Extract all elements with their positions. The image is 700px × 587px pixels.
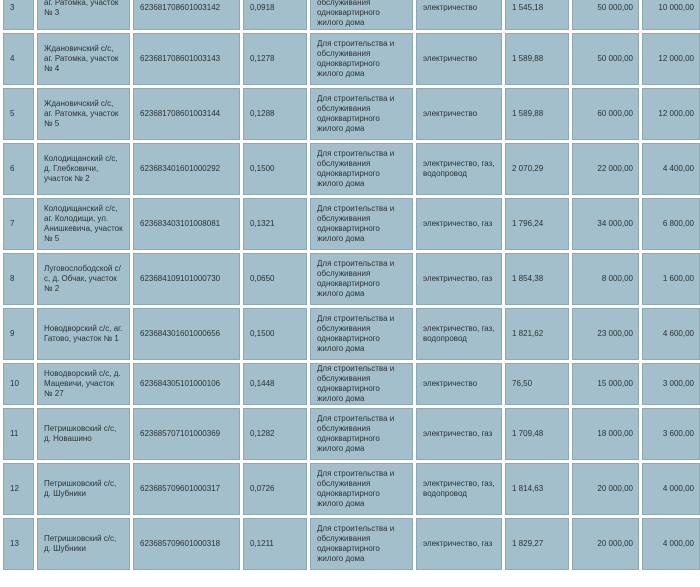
cell-location: Новодворский с/с, д. Мацевичи, участок № 27 xyxy=(37,363,130,405)
cell-number: 8 xyxy=(3,253,34,305)
cell-cost: 1 821,62 xyxy=(505,308,569,360)
cell-cadastral-number: 623684301601000656 xyxy=(133,308,240,360)
table-row xyxy=(3,143,700,195)
cell-cadastral-number: 623683401601000292 xyxy=(133,143,240,195)
cell-purpose: Для строительства и обслуживания одноквартирного жилого дома xyxy=(310,518,413,570)
cell-cost: 1 545,18 xyxy=(505,0,569,30)
cell-deposit: 10 000,00 xyxy=(642,0,700,30)
cell-utilities: электричество, газ xyxy=(416,518,502,570)
cell-location: Петришковский с/с, д. Шубники xyxy=(37,518,130,570)
cell-deposit: 1 600,00 xyxy=(642,253,700,305)
cell-cost: 1 709,48 xyxy=(505,408,569,460)
table-row xyxy=(3,463,700,515)
cell-number: 4 xyxy=(3,33,34,85)
cell-deposit: 3 000,00 xyxy=(642,363,700,405)
cell-cost: 1 854,38 xyxy=(505,253,569,305)
cell-location: Ждановичский с/с, аг. Ратомка, участок № 4 xyxy=(37,33,130,85)
cell-deposit: 3 600,00 xyxy=(642,408,700,460)
cell-area: 0,1288 xyxy=(243,88,307,140)
cell-deposit: 4 600,00 xyxy=(642,308,700,360)
cell-purpose: Для строительства и обслуживания одноквартирного жилого дома xyxy=(310,33,413,85)
table-row xyxy=(3,408,700,460)
cell-deposit: 4 000,00 xyxy=(642,518,700,570)
cell-area: 0,0650 xyxy=(243,253,307,305)
cell-area: 0,1500 xyxy=(243,143,307,195)
cell-cost: 1 829,27 xyxy=(505,518,569,570)
cell-area: 0,1448 xyxy=(243,363,307,405)
cell-location: Колодищанский с/с, д. Глебковичи, участок № 2 xyxy=(37,143,130,195)
cell-utilities: электричество xyxy=(416,33,502,85)
cell-purpose: Для строительства и обслуживания одноквартирного жилого дома xyxy=(310,88,413,140)
table-row xyxy=(3,33,700,85)
cell-number: 9 xyxy=(3,308,34,360)
cell-purpose: Для строительства и обслуживания одноквартирного жилого дома xyxy=(310,363,413,405)
table-body xyxy=(3,0,700,570)
cell-number: 7 xyxy=(3,198,34,250)
cell-starting-price: 20 000,00 xyxy=(572,463,639,515)
cell-number: 12 xyxy=(3,463,34,515)
cell-location: аг. Ратомка, участок № 3 xyxy=(37,0,130,30)
cell-area: 0,1321 xyxy=(243,198,307,250)
cell-number: 11 xyxy=(3,408,34,460)
cell-cadastral-number: 623683403101008081 xyxy=(133,198,240,250)
cell-starting-price: 22 000,00 xyxy=(572,143,639,195)
cell-location: Луговослободской с/с, д. Обчак, участок № 2 xyxy=(37,253,130,305)
table-row xyxy=(3,198,700,250)
cell-cost: 1 589,88 xyxy=(505,88,569,140)
cell-utilities: электричество, газ xyxy=(416,408,502,460)
cell-number: 5 xyxy=(3,88,34,140)
cell-utilities: электричество, газ, водопровод xyxy=(416,463,502,515)
cell-cadastral-number: 623684305101000106 xyxy=(133,363,240,405)
cell-location: Ждановичский с/с, аг. Ратомка, участок № 5 xyxy=(37,88,130,140)
cell-utilities: электричество xyxy=(416,363,502,405)
cell-purpose: Для строительства и обслуживания одноквартирного жилого дома xyxy=(310,253,413,305)
cell-cost: 2 070,29 xyxy=(505,143,569,195)
cell-cost: 1 814,63 xyxy=(505,463,569,515)
cell-starting-price: 20 000,00 xyxy=(572,518,639,570)
cell-number: 6 xyxy=(3,143,34,195)
cell-area: 0,1211 xyxy=(243,518,307,570)
cell-starting-price: 34 000,00 xyxy=(572,198,639,250)
cell-starting-price: 15 000,00 xyxy=(572,363,639,405)
cell-starting-price: 50 000,00 xyxy=(572,0,639,30)
cell-area: 0,0918 xyxy=(243,0,307,30)
cell-area: 0,1500 xyxy=(243,308,307,360)
cell-purpose: Для строительства и обслуживания одноквартирного жилого дома xyxy=(310,408,413,460)
cell-purpose: обслуживания одноквартирного жилого дома xyxy=(310,0,413,30)
cell-area: 0,0726 xyxy=(243,463,307,515)
cell-cadastral-number: 623685707101000369 xyxy=(133,408,240,460)
cell-utilities: электричество, газ, водопровод xyxy=(416,143,502,195)
cell-location: Петришковский с/с, д. Шубники xyxy=(37,463,130,515)
cell-starting-price: 23 000,00 xyxy=(572,308,639,360)
cell-purpose: Для строительства и обслуживания одноквартирного жилого дома xyxy=(310,463,413,515)
cell-cadastral-number: 623684109101000730 xyxy=(133,253,240,305)
cell-starting-price: 8 000,00 xyxy=(572,253,639,305)
cell-cadastral-number: 623681708601003142 xyxy=(133,0,240,30)
cell-cost: 76,50 xyxy=(505,363,569,405)
cell-starting-price: 60 000,00 xyxy=(572,88,639,140)
table-row xyxy=(3,363,700,405)
cell-area: 0,1278 xyxy=(243,33,307,85)
cell-number: 3 xyxy=(3,0,34,30)
cell-utilities: электричество, газ xyxy=(416,253,502,305)
cell-cost: 1 589,88 xyxy=(505,33,569,85)
table-row xyxy=(3,0,700,30)
cell-utilities: электричество, газ xyxy=(416,198,502,250)
cell-cadastral-number: 623681708601003144 xyxy=(133,88,240,140)
cell-starting-price: 18 000,00 xyxy=(572,408,639,460)
cell-deposit: 6 800,00 xyxy=(642,198,700,250)
cell-cadastral-number: 623685709601000318 xyxy=(133,518,240,570)
cell-cadastral-number: 623685709601000317 xyxy=(133,463,240,515)
cell-area: 0,1282 xyxy=(243,408,307,460)
table-row xyxy=(3,518,700,570)
cell-location: Петришковский с/с, д. Новашино xyxy=(37,408,130,460)
cell-utilities: электричество xyxy=(416,0,502,30)
cell-starting-price: 50 000,00 xyxy=(572,33,639,85)
table-row xyxy=(3,88,700,140)
cell-utilities: электричество xyxy=(416,88,502,140)
cell-purpose: Для строительства и обслуживания одноквартирного жилого дома xyxy=(310,308,413,360)
cell-deposit: 12 000,00 xyxy=(642,33,700,85)
table-row xyxy=(3,253,700,305)
cell-location: Новодворский с/с, аг. Гатово, участок № 1 xyxy=(37,308,130,360)
table-row xyxy=(3,308,700,360)
cell-number: 10 xyxy=(3,363,34,405)
cell-cadastral-number: 623681708601003143 xyxy=(133,33,240,85)
cell-location: Колодищанский с/с, аг. Колодищи, ул. Анишкевича, участок № 5 xyxy=(37,198,130,250)
cell-cost: 1 796,24 xyxy=(505,198,569,250)
cell-utilities: электричество, газ, водопровод xyxy=(416,308,502,360)
cell-purpose: Для строительства и обслуживания одноквартирного жилого дома xyxy=(310,198,413,250)
cell-deposit: 4 400,00 xyxy=(642,143,700,195)
cell-deposit: 12 000,00 xyxy=(642,88,700,140)
cell-number: 13 xyxy=(3,518,34,570)
cell-purpose: Для строительства и обслуживания одноквартирного жилого дома xyxy=(310,143,413,195)
cell-deposit: 4 000,00 xyxy=(642,463,700,515)
